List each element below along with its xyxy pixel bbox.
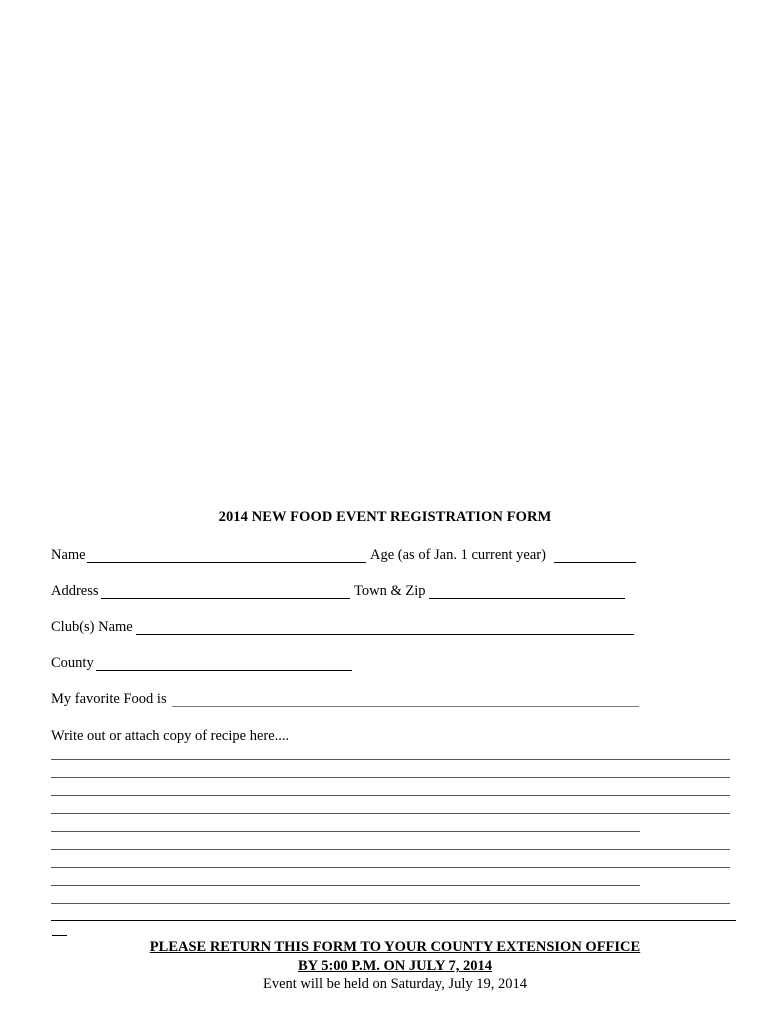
recipe-line[interactable] <box>51 777 730 778</box>
favorite-food-field[interactable] <box>172 706 639 707</box>
recipe-label: Write out or attach copy of recipe here.... <box>51 728 290 744</box>
recipe-row <box>51 727 651 747</box>
form-title: 2014 NEW FOOD EVENT REGISTRATION FORM <box>218 509 552 525</box>
age-field[interactable] <box>554 562 636 563</box>
clubs-row <box>51 618 651 638</box>
name-field[interactable] <box>87 562 366 563</box>
name-label: Name <box>51 547 86 563</box>
town-zip-field[interactable] <box>429 598 625 599</box>
short-underline-mark <box>52 935 67 936</box>
deadline-text: BY 5:00 P.M. ON JULY 7, 2014 <box>297 958 492 974</box>
return-instructions: PLEASE RETURN THIS FORM TO YOUR COUNTY EXTENSION OFFICE <box>149 939 641 955</box>
county-row <box>51 654 651 674</box>
address-label: Address <box>51 583 99 599</box>
recipe-line[interactable] <box>51 903 730 904</box>
recipe-line[interactable] <box>51 813 730 814</box>
address-field[interactable] <box>101 598 350 599</box>
clubs-label: Club(s) Name <box>51 619 133 635</box>
recipe-line[interactable] <box>51 849 730 850</box>
favorite-food-label: My favorite Food is <box>51 691 167 707</box>
clubs-field[interactable] <box>136 634 634 635</box>
address-town-row <box>51 582 651 602</box>
recipe-line[interactable] <box>51 795 730 796</box>
section-divider <box>51 920 736 921</box>
county-label: County <box>51 655 94 671</box>
name-age-row <box>51 546 651 566</box>
recipe-line[interactable] <box>51 759 730 760</box>
county-field[interactable] <box>96 670 352 671</box>
recipe-line[interactable] <box>51 831 640 832</box>
town-zip-label: Town & Zip <box>354 583 426 599</box>
favorite-food-row <box>51 690 651 710</box>
event-date-text: Event will be held on Saturday, July 19, 2014 <box>262 976 528 992</box>
age-label: Age (as of Jan. 1 current year) <box>370 547 546 563</box>
recipe-line[interactable] <box>51 885 640 886</box>
recipe-line[interactable] <box>51 867 730 868</box>
